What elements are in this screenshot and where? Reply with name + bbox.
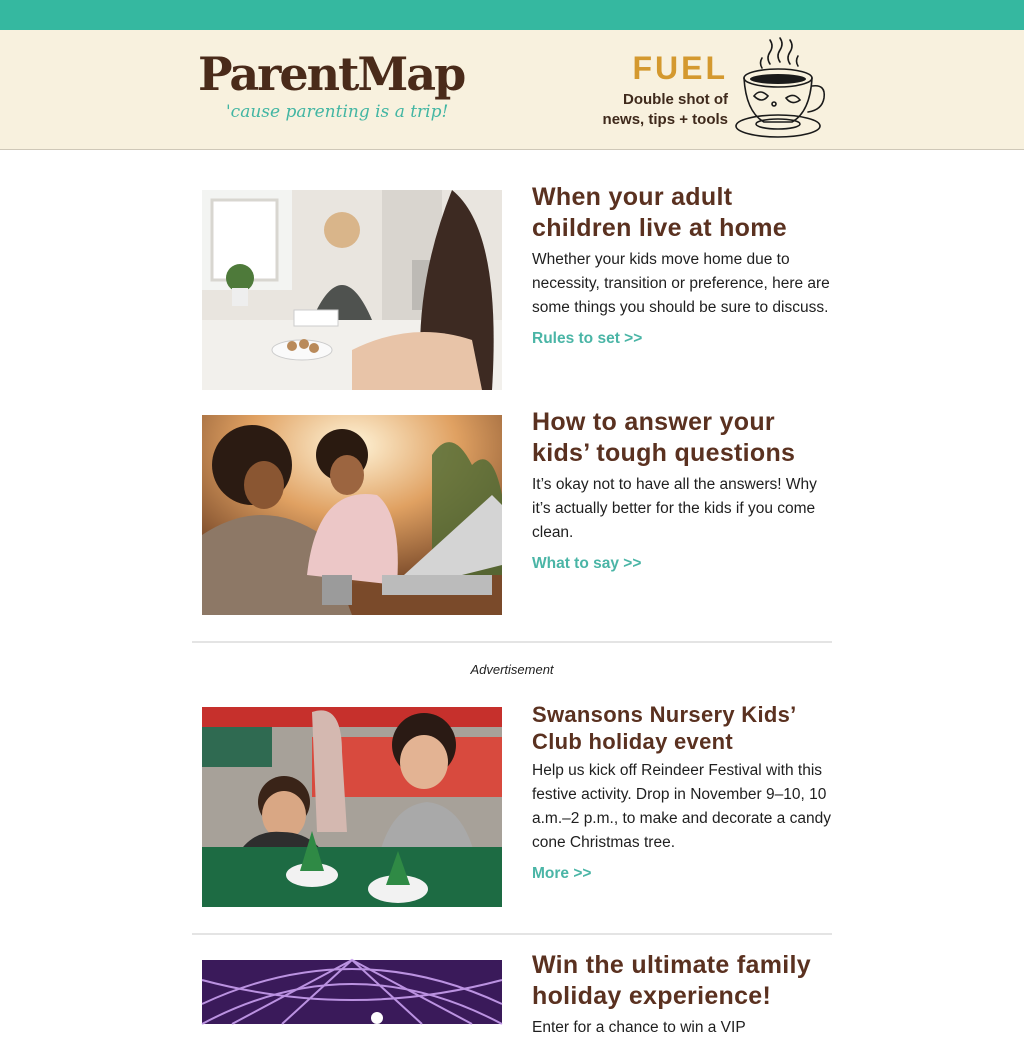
sponsored-description: Enter for a chance to win a VIP	[532, 1019, 746, 1036]
article-description: Whether your kids move home due to necessity, transition or preference, here are some things you should be sure to discuss.	[532, 251, 830, 316]
sponsored-image[interactable]	[202, 960, 502, 1024]
article-link[interactable]: What to say >>	[532, 555, 642, 572]
article-title[interactable]: When your adult children live at home	[532, 183, 787, 242]
sponsored-description: Help us kick off Reindeer Festival with this festive activity. Drop in November 9–10, 10 a.m.–2 p.m., to make and decorate a candy cone Christmas tree.	[532, 762, 831, 851]
article-image[interactable]	[202, 190, 502, 390]
article-card	[202, 183, 834, 390]
article-card	[202, 408, 834, 615]
article-text	[532, 407, 834, 573]
advertisement-label: Advertisement	[470, 662, 554, 677]
logo-tagline: 'cause parenting is a trip!	[226, 102, 449, 122]
fuel-subtitle-line1: Double shot of	[623, 91, 728, 108]
fuel-subtitle-line2: news, tips + tools	[602, 111, 728, 128]
top-bar	[0, 0, 1024, 30]
section-divider	[192, 641, 832, 643]
coffee-cup-icon	[734, 34, 830, 144]
sponsored-card	[202, 702, 834, 907]
article-image[interactable]	[202, 415, 502, 615]
article-title[interactable]: How to answer your kids’ tough questions	[532, 408, 796, 467]
parentmap-logo[interactable]: ParentMap	[198, 47, 465, 101]
sponsored-image[interactable]	[202, 707, 502, 907]
sponsored-text	[532, 701, 834, 883]
sponsored-text	[532, 950, 834, 1040]
newsletter-header	[0, 30, 1024, 150]
article-link[interactable]: Rules to set >>	[532, 330, 643, 347]
sponsored-link[interactable]: More >>	[532, 865, 592, 882]
section-divider	[192, 933, 832, 935]
sponsored-title[interactable]: Swansons Nursery Kids’ Club holiday event	[532, 702, 796, 754]
fuel-title: FUEL	[632, 50, 728, 86]
fuel-subtitle	[568, 90, 728, 130]
sponsored-card	[202, 951, 834, 1036]
article-description: It’s okay not to have all the answers! Why it’s actually better for the kids if you come clean.	[532, 476, 817, 541]
sponsored-title[interactable]: Win the ultimate family holiday experience!	[532, 951, 811, 1010]
article-text	[532, 182, 834, 348]
